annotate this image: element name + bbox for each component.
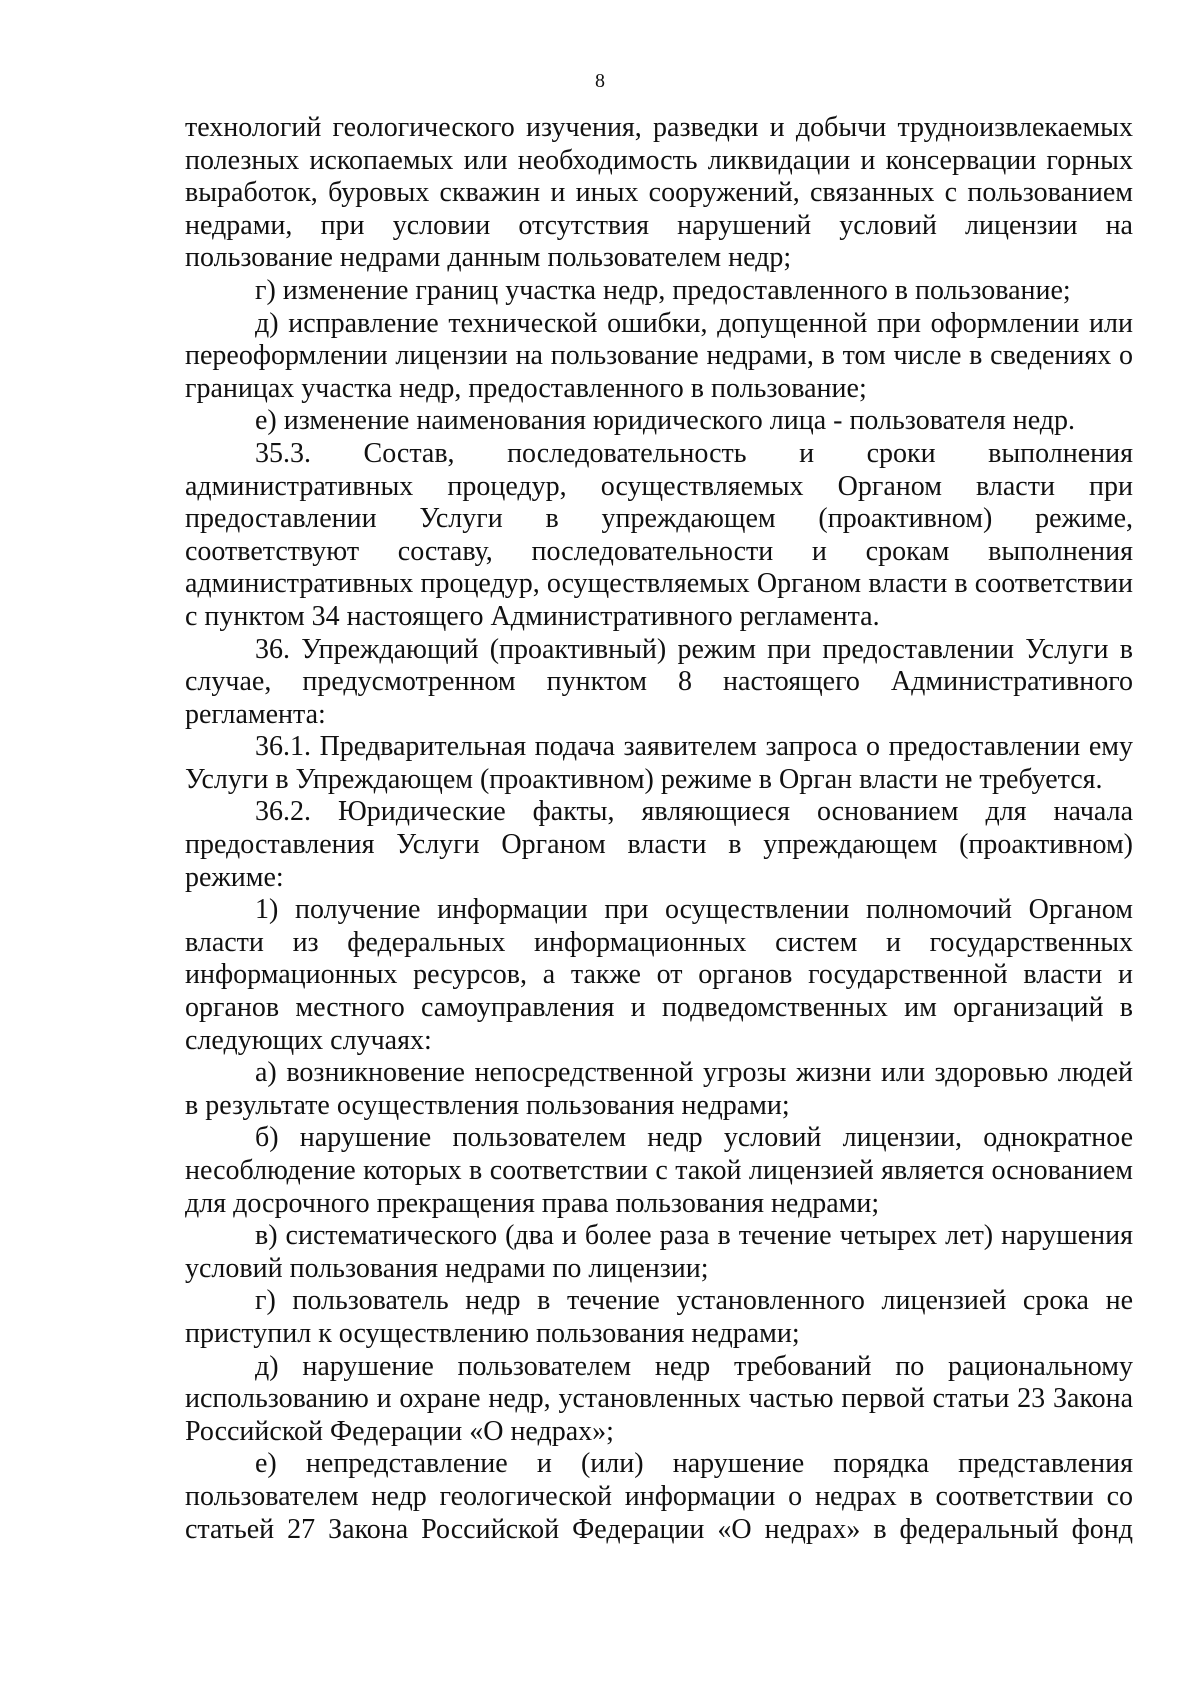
paragraph-continuation: технологий геологического изучения, разведки и добычи трудноизвлекаемых полезных ископаемых или необходимость ликвидации и консервации горных выработок, буровых скважин и иных сооружений, связанных с пользованием недрами, при условии отсутствия нарушений условий лицензии на пользование недрами данным пользователем недр; — [185, 112, 1133, 274]
paragraph-36: 36. Упреждающий (проактивный) режим при предоставлении Услуги в случае, предусмотренном пунктом 8 настоящего Административного регламента: — [185, 633, 1133, 730]
paragraph-item-1: 1) получение информации при осуществлении полномочий Органом власти из федеральных информационных систем и государственных информационных ресурсов, а также от органов государственной власти и органов местного самоуправления и подведомственных им организаций в следующих случаях: — [185, 894, 1133, 1056]
page-number: 8 — [595, 70, 605, 92]
paragraph-item-e-2: е) непредставление и (или) нарушение порядка представления пользователем недр геологической информации о недрах в соответствии со статьей 27 Закона Российской Федерации «О недрах» в федеральный фонд — [185, 1448, 1133, 1545]
paragraph-item-e: е) изменение наименования юридического лица - пользователя недр. — [255, 405, 1076, 437]
document-body — [185, 112, 1133, 1546]
paragraph-36-2: 36.2. Юридические факты, являющиеся основанием для начала предоставления Услуги Органом власти в упреждающем (проактивном) режиме: — [185, 796, 1133, 893]
paragraph-item-d-2: д) нарушение пользователем недр требований по рациональному использованию и охране недр, установленных частью первой статьи 23 Закона Российской Федерации «О недрах»; — [185, 1350, 1133, 1447]
paragraph-item-g-2: г) пользователь недр в течение установленного лицензией срока не приступил к осуществлению пользования недрами; — [185, 1285, 1133, 1349]
paragraph-item-d: д) исправление технической ошибки, допущенной при оформлении или переоформлении лицензии на пользование недрами, в том числе в сведениях о границах участка недр, предоставленного в пользование; — [185, 307, 1133, 404]
paragraph-35-3: 35.3. Состав, последовательность и сроки выполнения административных процедур, осуществляемых Органом власти при предоставлении Услуги в упреждающем (проактивном) режиме, соответствуют составу, последовательности и срокам выполнения административных процедур, осуществляемых Органом власти в соответствии с пунктом 34 настоящего Административного регламента. — [185, 437, 1133, 632]
paragraph-item-a: а) возникновение непосредственной угрозы жизни или здоровью людей в результате осуществления пользования недрами; — [185, 1057, 1133, 1121]
paragraph-item-g: г) изменение границ участка недр, предоставленного в пользование; — [255, 274, 1071, 306]
paragraph-36-1: 36.1. Предварительная подача заявителем запроса о предоставлении ему Услуги в Упреждающем (проактивном) режиме в Орган власти не требуется. — [185, 731, 1133, 795]
paragraph-item-v: в) систематического (два и более раза в течение четырех лет) нарушения условий пользования недрами по лицензии; — [185, 1220, 1133, 1284]
paragraph-item-b: б) нарушение пользователем недр условий лицензии, однократное несоблюдение которых в соответствии с такой лицензией является основанием для досрочного прекращения права пользования недрами; — [185, 1122, 1133, 1219]
